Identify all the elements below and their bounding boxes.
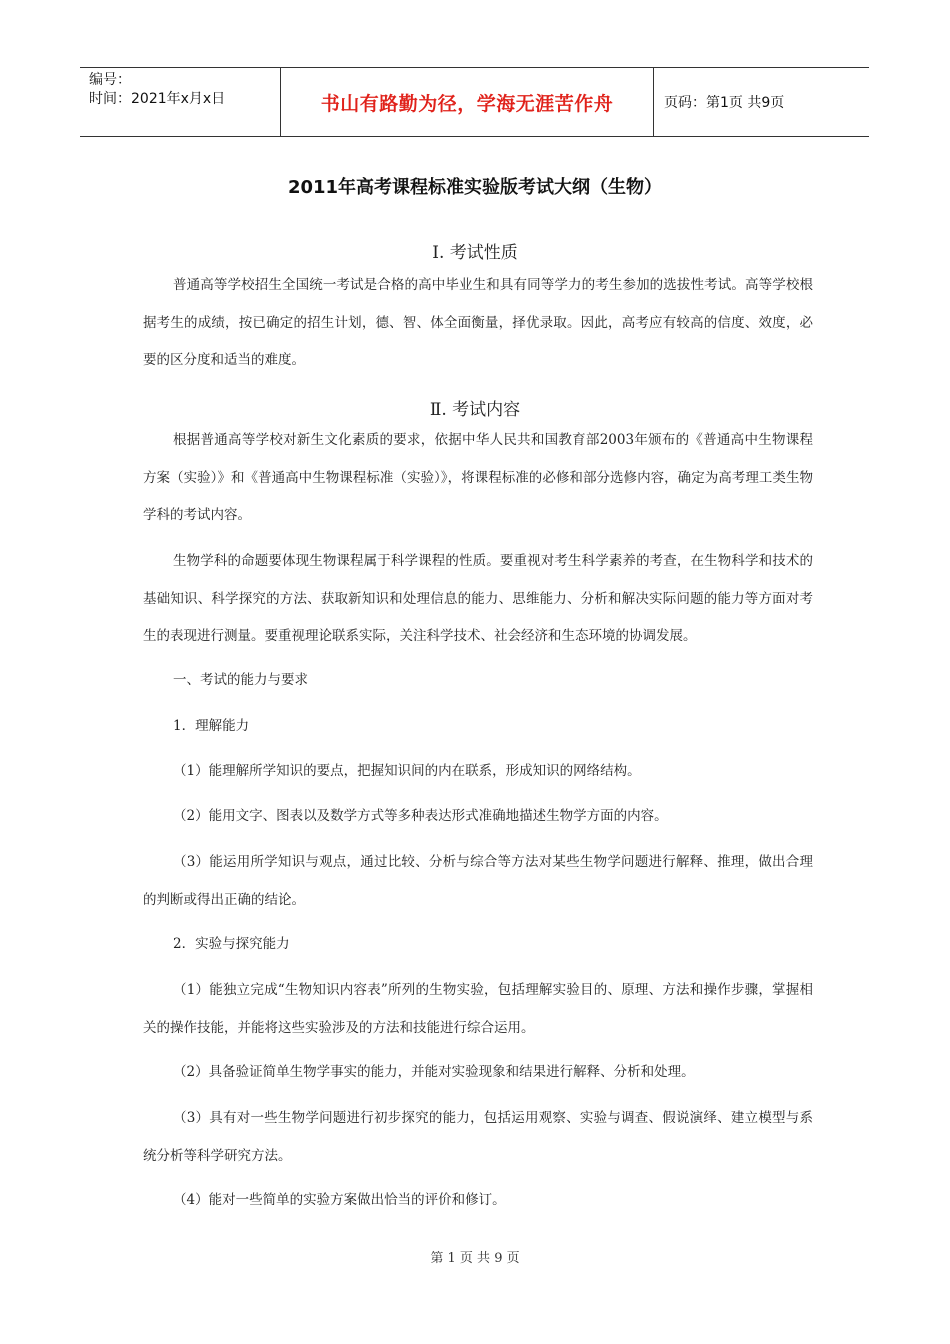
list-item-experiment-2: （2）具备验证简单生物学事实的能力，并能对实验现象和结果进行解释、分析和处理。: [173, 1064, 695, 1080]
paragraph-content-basis: 根据普通高等学校对新生文化素质的要求，依据中华人民共和国教育部2003年颁布的《普通高中生物课程方案（实验）》和《普通高中生物课程标准（实验）》，将课程标准的必修和部分选修内容，确定为高考理工类生物学科的考试内容。: [143, 432, 813, 523]
paragraph-biology-proposition: 生物学科的命题要体现生物课程属于科学课程的性质。要重视对考生科学素养的考查，在生物科学和技术的基础知识、科学探究的方法、获取新知识和处理信息的能力、思维能力、分析和解决实际问题的能力等方面对考生的表现进行测量。要重视理论联系实际，关注科学技术、社会经济和生态环境的协调发展。: [143, 553, 813, 644]
header-page-info: 页码：第1页 共9页: [664, 95, 785, 111]
heading-ability-requirements: 一、考试的能力与要求: [173, 672, 308, 688]
list-item-understanding-1: （1）能理解所学知识的要点，把握知识间的内在联系，形成知识的网络结构。: [173, 763, 641, 779]
document-title: 2011年高考课程标准实验版考试大纲（生物）: [287, 177, 663, 198]
list-item-experiment-4: （4）能对一些简单的实验方案做出恰当的评价和修订。: [173, 1192, 506, 1208]
heading-understanding-ability: 1．理解能力: [173, 718, 250, 734]
section-heading-nature: Ⅰ. 考试性质: [432, 243, 518, 263]
number-label: 编号：: [89, 72, 131, 88]
page-footer: 第 1 页 共 9 页: [430, 1251, 520, 1266]
document-header: [80, 67, 869, 137]
list-item-understanding-3: （3）能运用所学知识与观点，通过比较、分析与综合等方法对某些生物学问题进行解释、推理，做出合理的判断或得出正确的结论。: [143, 854, 813, 908]
header-meta-cell: [80, 68, 281, 136]
list-item-experiment-1: （1）能独立完成“生物知识内容表”所列的生物实验，包括理解实验目的、原理、方法和操作步骤，掌握相关的操作技能，并能将这些实验涉及的方法和技能进行综合运用。: [143, 982, 813, 1036]
section-heading-content: Ⅱ. 考试内容: [429, 400, 521, 420]
paragraph-exam-nature: 普通高等学校招生全国统一考试是合格的高中毕业生和具有同等学力的考生参加的选拔性考试。高等学校根据考生的成绩，按已确定的招生计划，德、智、体全面衡量，择优录取。因此，高考应有较高的信度、效度，必要的区分度和适当的难度。: [143, 277, 813, 368]
heading-experiment-ability: 2．实验与探究能力: [173, 936, 290, 952]
list-item-experiment-3: （3）具有对一些生物学问题进行初步探究的能力，包括运用观察、实验与调查、假说演绎、建立模型与系统分析等科学研究方法。: [143, 1110, 813, 1164]
list-item-understanding-2: （2）能用文字、图表以及数学方式等多种表达形式准确地描述生物学方面的内容。: [173, 808, 668, 824]
header-motto: 书山有路勤为径，学海无涯苦作舟: [281, 68, 654, 136]
time-label: 时间：2021年x月x日: [89, 91, 226, 107]
